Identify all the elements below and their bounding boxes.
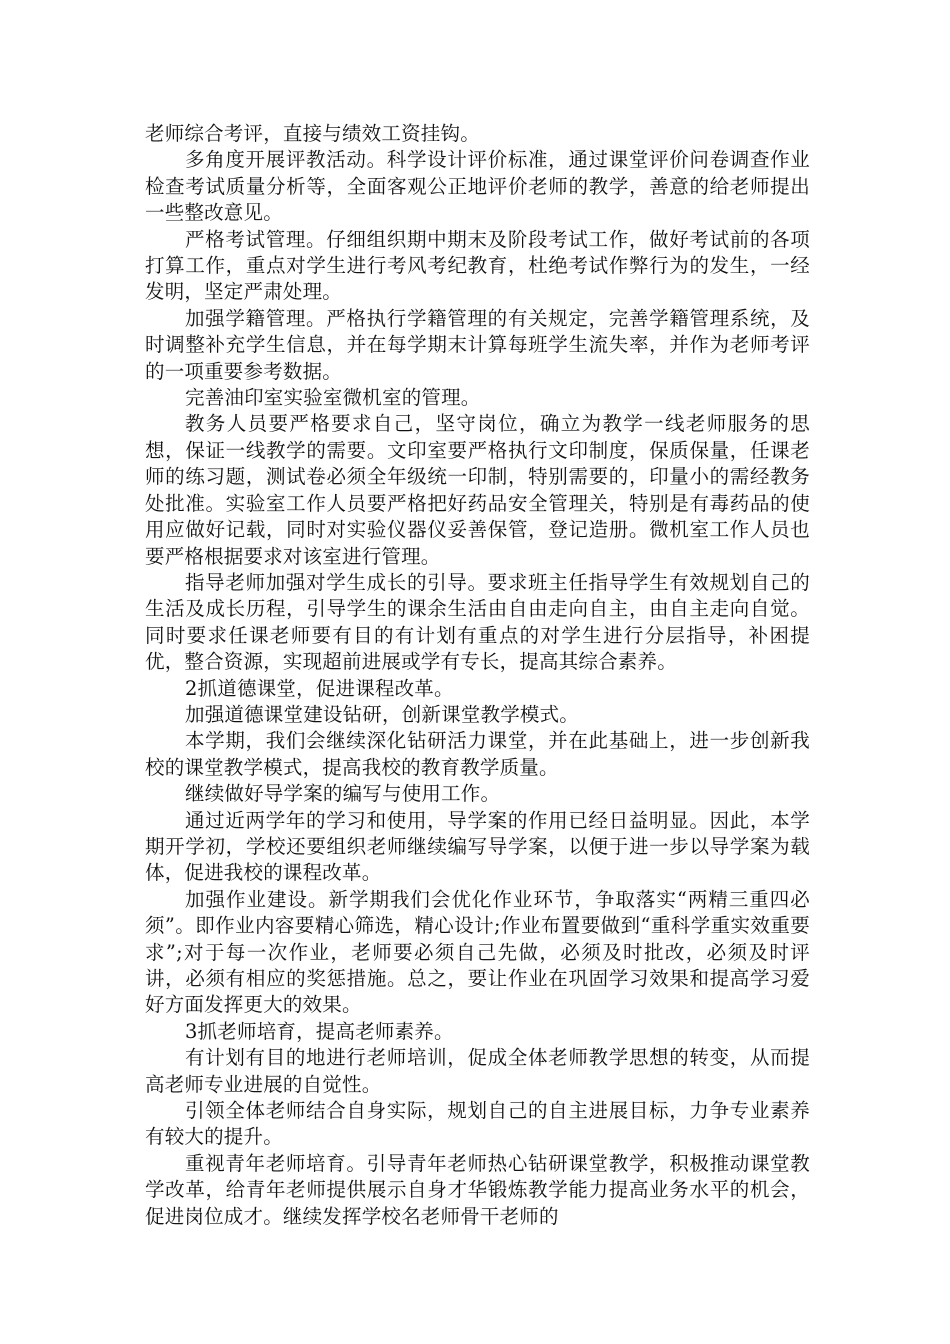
section-heading: 3抓老师培育，提高老师素养。 — [185, 1019, 454, 1043]
paragraph: 加强作业建设。新学期我们会优化作业环节，争取落实“两精三重四必须”。即作业内容要精心筛选，精心设计;作业布置要做到“重科学重实效重要求”;对于每一次作业，老师要必须自己先做，必须及时批改，必须及时评讲，必须有相应的奖惩措施。总之，要让作业在巩固学习效果和提高学习爱好方面发挥更大的效果。 — [145, 887, 810, 1017]
paragraph: 严格考试管理。仔细组织期中期末及阶段考试工作，做好考试前的各项打算工作，重点对学生进行考风考纪教育，杜绝考试作弊行为的发生，一经发明，坚定严肃处理。 — [145, 227, 810, 304]
body-text — [145, 121, 810, 1230]
section-heading: 2抓道德课堂，促进课程改革。 — [185, 676, 454, 700]
paragraph: 继续做好导学案的编写与使用工作。 — [185, 782, 501, 806]
paragraph: 有计划有目的地进行老师培训，促成全体老师教学思想的转变，从而提高老师专业进展的自觉性。 — [145, 1046, 810, 1096]
paragraph: 本学期，我们会继续深化钻研活力课堂，并在此基础上，进一步创新我校的课堂教学模式，提高我校的教育教学质量。 — [145, 729, 810, 779]
paragraph: 教务人员要严格要求自己，坚守岗位，确立为教学一线老师服务的思想，保证一线教学的需要。文印室要严格执行文印制度，保质保量，任课老师的练习题，测试卷必须全年级统一印制，特别需要的，印量小的需经教务处批准。实验室工作人员要严格把好药品安全管理关，特别是有毒药品的使用应做好记载，同时对实验仪器仪妥善保管，登记造册。微机室工作人员也要严格根据要求对该室进行管理。 — [145, 412, 810, 568]
paragraph: 引领全体老师结合自身实际，规划自己的自主进展目标，力争专业素养有较大的提升。 — [145, 1099, 810, 1149]
paragraph: 加强道德课堂建设钻研，创新课堂教学模式。 — [185, 702, 580, 726]
paragraph: 通过近两学年的学习和使用，导学案的作用已经日益明显。因此，本学期开学初，学校还要组织老师继续编写导学案，以便于进一步以导学案为载体，促进我校的课程改革。 — [145, 808, 810, 885]
paragraph: 完善油印室实验室微机室的管理。 — [185, 386, 481, 410]
paragraph: 老师综合考评，直接与绩效工资挂钩。 — [145, 122, 480, 145]
paragraph: 指导老师加强对学生成长的引导。要求班主任指导学生有效规划自己的生活及成长历程，引导学生的课余生活由自由走向自主，由自主走向自觉。同时要求任课老师要有目的有计划有重点的对学生进行分层指导，补困提优，整合资源，实现超前进展或学有专长，提高其综合素养。 — [145, 570, 810, 674]
paragraph: 重视青年老师培育。引导青年老师热心钻研课堂教学，积极推动课堂教学改革，给青年老师提供展示自身才华锻炼教学能力提高业务水平的机会，促进岗位成才。继续发挥学校名老师骨干老师的 — [145, 1151, 810, 1228]
paragraph: 多角度开展评教活动。科学设计评价标准，通过课堂评价问卷调查作业检查考试质量分析等，全面客观公正地评价老师的教学，善意的给老师提出一些整改意见。 — [145, 148, 810, 225]
paragraph: 加强学籍管理。严格执行学籍管理的有关规定，完善学籍管理系统，及时调整补充学生信息，并在每学期末计算每班学生流失率，并作为老师考评的一项重要参考数据。 — [145, 306, 810, 383]
